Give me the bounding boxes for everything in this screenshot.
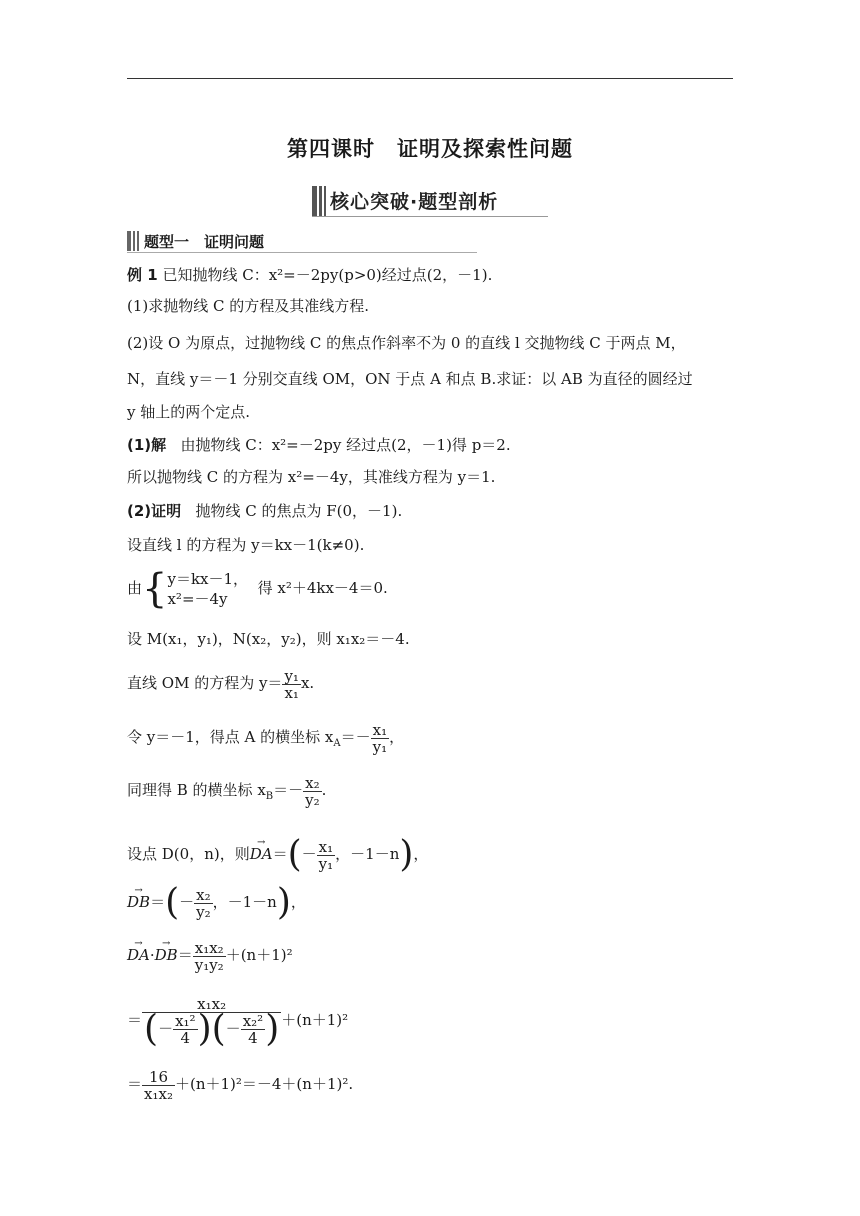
points-line: 设 M(x₁，y₁)，N(x₂，y₂)，则 x₁x₂＝－4. [127,630,410,648]
solution-part2: (2)证明 抛物线 C 的焦点为 F(0，－1). [127,502,403,520]
section-banner [312,186,548,216]
page-title: 第四课时 证明及探索性问题 [287,137,573,161]
dot-product-step3: ＝ $\frac{16}{\text{x₁x₂}}$ ＋(n＋1)²＝－4＋(n＋1)². [127,1067,354,1103]
equation-system: 由{y＝kx－1， x²=－4y 得 x²＋4kx－4＝0. [127,566,388,612]
line-equation: 设直线 l 的方程为 y＝kx－1(k≠0). [127,536,365,554]
solution-part1: (1)解 由抛物线 C：x²=－2py 经过点(2，－1)得 p＝2. [127,436,511,454]
problem-q2-line1: (2)设 O 为原点，过抛物线 C 的焦点作斜率不为 0 的直线 l 交抛物线 C 于两点 M， [127,334,686,352]
section-heading [127,231,477,253]
top-rule [127,78,733,79]
point-a-line: 令 y＝－1，得点 A 的横坐标 $x_A=-$ $\frac{\text{x₁}}{\text{y₁}}$ ， [127,720,405,756]
solution-part1-line2: 所以抛物线 C 的方程为 x²=－4y，其准线方程为 y＝1. [127,468,496,486]
dot-product-step2: ＝ x₁x₂ (－ $\frac{\text{x₁²}}{4}$ )(－ $\frac{\text{x₂²}}{4}$ ) ＋(n＋1)² [127,995,349,1050]
problem-q1: (1)求抛物线 C 的方程及其准线方程. [127,297,370,315]
problem-q2-line2: N，直线 y＝－1 分别交直线 OM，ON 于点 A 和点 B.求证：以 AB 为直径的圆经过 [127,370,693,388]
om-equation: 直线 OM 的方程为 y＝ $\frac{\text{y₁}}{\text{x₁}}$ x. [127,666,315,702]
vector-da-line: 设点 D(0，n)，则→ DA＝(－ $\frac{\text{x₁}}{\text{y₁}}$ ，－1－n)， [127,834,428,874]
point-b-line: 同理得 B 的横坐标 $x_B=-$ $\frac{\text{x₂}}{\text{y₂}}$ . [127,773,327,809]
vector-db-line: → DB＝(－ $\frac{\text{x₂}}{\text{y₂}}$ ，－1－n)， [127,882,306,922]
problem-stem: 例 1 已知抛物线 C：x²=－2py(p>0)经过点(2，－1). [127,266,493,284]
problem-label: 例 1 [127,266,158,284]
section-heading-text: 题型一 证明问题 [144,233,265,251]
banner-text: 核心突破·题型剖析 [330,191,499,213]
banner-bars-icon [312,186,326,216]
dot-product-line: → DA·→ DB＝ $\frac{\text{x₁x₂}}{\text{y₁y₂}}$ ＋(n＋1)² [127,937,293,973]
problem-q2-line3: y 轴上的两个定点. [127,403,251,421]
